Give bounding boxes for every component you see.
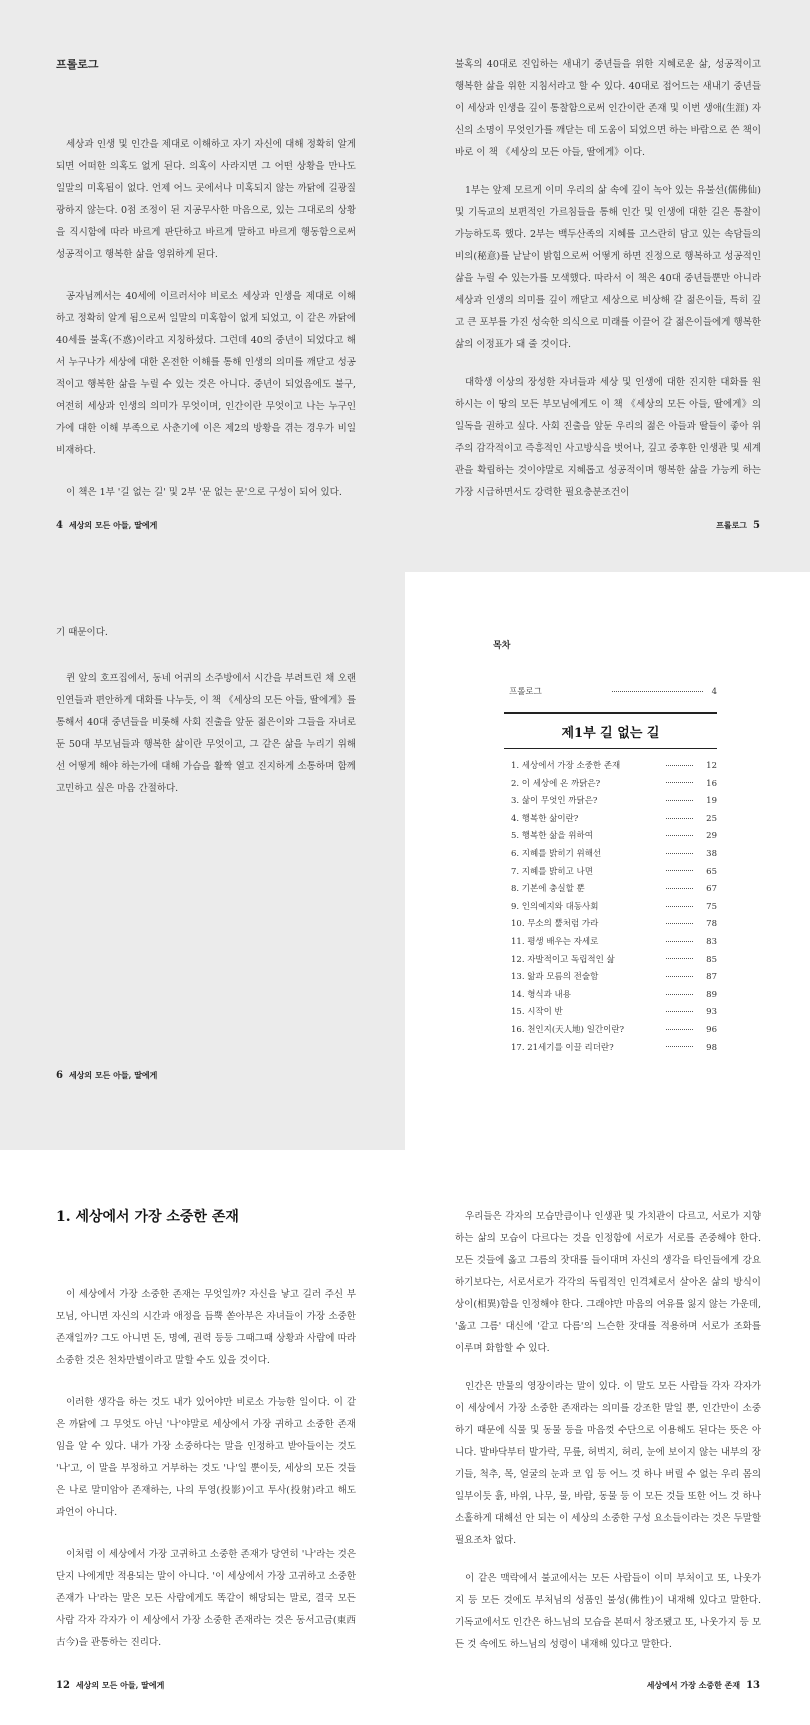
toc-item[interactable] <box>511 828 717 846</box>
toc-label: 14. 형식과 내용 <box>511 989 571 1000</box>
page-footer <box>56 520 157 531</box>
leader-dots <box>612 690 703 692</box>
toc-page-number: 25 <box>706 813 717 824</box>
toc-item[interactable] <box>511 881 717 899</box>
toc-page-number: 93 <box>706 1007 717 1018</box>
toc-page-number: 38 <box>706 848 717 859</box>
toc-page-number: 16 <box>706 778 717 789</box>
leader-dots <box>666 887 693 889</box>
toc-item[interactable] <box>511 758 717 776</box>
toc-label: 8. 기본에 충실할 뿐 <box>511 884 585 895</box>
paragraph: 세상과 인생 및 인간을 제대로 이해하고 자기 자신에 대해 정확히 알게 되면 어떠한 의혹도 없게 된다. 의혹이 사라지면 그 어떤 상황을 만나도 일말의 미혹됨이 없다. 언제 어느 곳에서나 미혹되지 않는 까닭에 길광질광하지 않는다. 0점 조정이 된 지공무사한 마음으로, 있는 그대로의 상황을 직시함에 따라 바르게 판단하고 바르게 말하고 바르게 행동함으로써 성공적이고 행복한 삶을 영위하게 된다. <box>56 139 356 260</box>
spread-middle <box>0 572 810 1150</box>
page-number: 6 <box>56 1070 63 1081</box>
leader-dots <box>666 1028 693 1030</box>
page-number: 5 <box>753 520 760 531</box>
page-12 <box>0 1150 405 1725</box>
toc-item[interactable] <box>511 952 717 970</box>
toc-item[interactable] <box>511 1022 717 1040</box>
toc-label: 6. 지혜를 밝히기 위해선 <box>511 848 602 859</box>
toc-page-number: 87 <box>706 972 717 983</box>
toc-page-number: 4 <box>711 687 717 697</box>
page-toc <box>405 572 810 1150</box>
toc-label: 11. 평생 배우는 자세로 <box>511 936 599 947</box>
paragraph: 공자님께서는 40세에 이르러서야 비로소 세상과 인생을 제대로 이해하고 정확히 알게 됨으로써 일말의 미혹함이 없게 되었고, 이 같은 까닭에 40세를 불혹(不惑)이라고 지칭하셨다. 그런데 40의 중년이 되었다고 해서 누구나가 세상에 대한 온전한 이해를 통해 인생의 의미를 깨닫고 성공적이고 행복한 삶을 누릴 수 있는 것은 아니다. 중년이 되었음에도 불구, 여전히 세상과 인생의 의미가 무엇이며, 인간이란 무엇이고 나는 누구인가에 대한 이해 부족으로 사춘기에 이은 제2의 방황을 겪는 경우가 비일비재하다. <box>56 291 356 456</box>
paragraph: 이 세상에서 가장 소중한 존재는 무엇일까? 자신을 낳고 길러 주신 부모님, 아니면 자신의 시간과 애정을 듬뿍 쏟아부은 자녀들이 가장 소중한 존재일까? 그도 아니면 돈, 명예, 권력 등등 그때그때 상황과 사람에 따라 소중한 것은 천차만별이라고 말할 수도 있을 것이다. <box>56 1289 356 1366</box>
toc-page-number: 19 <box>706 796 717 807</box>
toc-page-number: 78 <box>706 919 717 930</box>
leader-dots <box>666 957 693 959</box>
toc-item[interactable] <box>511 1004 717 1022</box>
leader-dots <box>666 817 693 819</box>
toc-page-number: 29 <box>706 831 717 842</box>
toc-item[interactable] <box>511 776 717 794</box>
leader-dots <box>666 852 693 854</box>
toc-label: 12. 자발적이고 독립적인 삶 <box>511 954 615 965</box>
prologue-heading: 프롤로그 <box>56 58 99 71</box>
toc-label: 13. 앎과 모름의 전술함 <box>511 972 599 983</box>
toc-item[interactable] <box>511 811 717 829</box>
running-title: 세상의 모든 아들, 딸에게 <box>75 1680 165 1690</box>
toc-list <box>511 758 717 1057</box>
page-number: 4 <box>56 520 63 531</box>
toc-label: 1. 세상에서 가장 소중한 존재 <box>511 761 621 771</box>
toc-item[interactable] <box>511 969 717 987</box>
page-number: 13 <box>746 1680 760 1691</box>
leader-dots <box>666 940 693 942</box>
leader-dots <box>666 799 693 801</box>
toc-item[interactable] <box>511 916 717 934</box>
toc-label: 4. 행복한 삶이란? <box>511 813 579 824</box>
toc-item[interactable] <box>511 864 717 882</box>
paragraph: 우리들은 각자의 모습만큼이나 인생관 및 가치관이 다르고, 서로가 지향하는 삶의 모습이 다르다는 것을 인정함에 서로가 서로를 존중해야 한다. 모든 것들에 옳고 그름의 잣대를 들이대며 자신의 생각을 타인들에게 강요하기보다는, 서로서로가 각각의 독립적인 인격체로서 살아온 삶의 방식이 상이(相異)함을 인정해야 한다. 그래야만 마음의 여유를 잃지 않는 가운데, '옳고 그름' 대신에 '같고 다름'의 느슨한 잣대를 적용하며 서로가 조화를 이루며 화합할 수 있다. <box>455 1211 761 1354</box>
paragraph: 이 책은 1부 '길 없는 길' 및 2부 '문 없는 문'으로 구성이 되어 있다. <box>66 487 342 498</box>
paragraph: 이러한 생각을 하는 것도 내가 있어야만 비로소 가능한 일이다. 이 같은 까닭에 그 무엇도 아닌 '나'야말로 세상에서 가장 귀하고 소중한 존재임을 알 수 있다. 내가 가장 소중하다는 말을 인정하고 받아들이는 것도 '나'고, 이 말을 부정하고 거부하는 것도 '나'일 뿐이듯, 세상의 모든 것들은 나로 말미암아 존재하는, 나의 투영(投影)이고 투사(投射)라고 해도 과언이 아니다. <box>56 1397 356 1518</box>
paragraph: 이 같은 맥락에서 불교에서는 모든 사람들이 이미 부처이고 또, 나웃가지 등 모든 것에도 부처님의 성품인 불성(佛性)이 내재해 있다고 말한다. 기독교에서도 인간은 하느님의 모습을 본떠서 창조됐고 또, 나웃가지 등 모든 것 속에도 하느님의 성령이 내재해 있다고 말한다. <box>455 1573 761 1650</box>
leader-dots <box>666 781 693 783</box>
paragraph: 기 때문이다. <box>56 627 108 638</box>
page-footer <box>56 1680 164 1691</box>
page-footer <box>647 1680 760 1691</box>
paragraph: 인간은 만물의 영장이라는 말이 있다. 이 말도 모든 사람들 각자 각자가 이 세상에서 가장 소중한 존재라는 의미를 강조한 말일 뿐, 인간만이 소중하기 때문에 식물 및 동물 등을 마음껏 수단으로 이용해도 된다는 뜻은 아니다. 발바닥부터 발가락, 무릎, 허벅지, 허리, 눈에 보이지 않는 내부의 장기들, 척추, 목, 얼굴의 눈과 코 입 등 어느 것 하나 버릴 수 없는 우리 몸의 일부이듯 흙, 바위, 나무, 물, 바람, 동물 등 이 모든 것들 또한 어느 것 하나 소홀하게 대해선 안 되는 이 세상의 소중한 구성 요소들이라는 것은 두말할 필요조차 없다. <box>455 1381 761 1546</box>
toc-page-number: 67 <box>706 884 717 895</box>
running-title: 세상의 모든 아들, 딸에게 <box>68 1070 158 1080</box>
leader-dots <box>666 1010 693 1012</box>
page-5 <box>405 0 810 572</box>
toc-page-number: 12 <box>706 761 717 771</box>
toc-page-number: 75 <box>706 901 717 912</box>
toc-page-number: 85 <box>706 954 717 965</box>
part-title: 제1부 길 없는 길 <box>561 725 660 741</box>
running-title: 세상에서 가장 소중한 존재 <box>646 1680 741 1690</box>
toc-label: 3. 삶이 무엇인 까닭은? <box>511 796 598 807</box>
toc-page-number: 96 <box>706 1024 717 1035</box>
toc-label: 9. 인의예지와 대동사회 <box>511 901 599 912</box>
leader-dots <box>666 834 693 836</box>
toc-label: 2. 이 세상에 온 까닭은? <box>511 778 601 789</box>
page-13 <box>405 1150 810 1725</box>
chapter-title: 1. 세상에서 가장 소중한 존재 <box>56 1209 239 1225</box>
toc-label: 7. 지혜를 밝히고 나면 <box>511 866 593 877</box>
part-title-box <box>504 712 717 749</box>
toc-label: 프롤로그 <box>509 687 542 697</box>
toc-title: 목차 <box>493 641 511 651</box>
toc-item[interactable] <box>511 846 717 864</box>
page-footer <box>716 520 760 531</box>
paragraph: 1부는 앞제 모르게 이미 우리의 삶 속에 깊이 녹아 있는 유불선(儒佛仙) 및 기독교의 보편적인 가르침들을 통해 인간 및 인생에 대한 길은 통찰이 가능하도록 했다. 2부는 백두산족의 지혜를 고스란히 담고 있는 속담들의 비의(秘意)를 낱낱이 밝힘으로써 어떻게 하면 진정으로 행복하고 성공적인 삶을 누릴 수 있는가를 모색했다. 따라서 이 책은 40대 중년들뿐만 아니라 세상과 인생의 의미를 깊이 깨닫고 세상으로 비상해 갈 젊은이들, 특히 깊고 큰 포부를 가진 성숙한 의식으로 미래를 이끌어 갈 젊은이들에게 행복한 삶의 이정표가 돼 줄 것이다. <box>455 185 761 350</box>
leader-dots <box>666 869 693 871</box>
leader-dots <box>666 1045 693 1047</box>
page-number: 12 <box>56 1680 70 1691</box>
leader-dots <box>666 922 693 924</box>
toc-label: 17. 21세기를 이끌 리더란? <box>511 1042 614 1053</box>
paragraph: 이처럼 이 세상에서 가장 고귀하고 소중한 존재가 당연히 '나'라는 것은 단지 나에게만 적용되는 말이 아니다. '이 세상에서 가장 고귀하고 소중한 존재가 나'라는 말은 모든 사람에게도 똑같이 해당되는 말로, 결국 모든 사람 각자 각자가 이 세상에서 가장 소중한 존재라는 것은 동서고금(東西古今)을 관통하는 진리다. <box>56 1549 356 1648</box>
toc-label: 16. 천인지(天人地) 일간이란? <box>511 1024 625 1035</box>
page-4 <box>0 0 405 572</box>
paragraph: 불혹의 40대로 진입하는 새내기 중년들을 위한 지혜로운 삶, 성공적이고 행복한 삶을 위한 지침서라고 할 수 있다. 40대로 접어드는 새내기 중년들이 세상과 인생을 깊이 통찰함으로써 인간이란 존재 및 이번 생애(生涯) 자신의 소명이 무엇인가를 깨닫는 데 도움이 되었으면 하는 바람으로 쓴 책이 바로 이 책 《세상의 모든 아들, 딸에게》이다. <box>455 59 761 158</box>
leader-dots <box>666 905 693 907</box>
running-title: 프롤로그 <box>716 520 748 530</box>
paragraph: 퀸 앞의 호프집에서, 동네 어귀의 소주방에서 시간을 부려트린 채 오랜 인연들과 편안하게 대화를 나누듯, 이 책 《세상의 모든 아들, 딸에게》를 통해서 40대 중년들을 비롯해 사회 진출을 앞둔 젊은이와 그들을 자녀로 둔 50대 부모님들과 행복한 삶이란 무엇이고, 그 같은 삶을 누리기 위해선 어떻게 해야 하는가에 대해 가슴을 활짝 열고 진지하게 소통하며 함께 고민하고 싶은 마음 간절하다. <box>56 673 356 794</box>
toc-page-number: 83 <box>706 936 717 947</box>
page-footer <box>56 1070 157 1081</box>
paragraph: 대학생 이상의 장성한 자녀들과 세상 및 인생에 대한 진지한 대화를 원하시는 이 땅의 모든 부모님에게도 이 책 《세상의 모든 아들, 딸에게》의 일독을 권하고 싶다. 사회 진출을 앞둔 우리의 젊은 아들과 딸들이 좋아 위주의 감각적이고 즉흥적인 사고방식을 벗어나, 깊고 중후한 인생관 및 세계관을 확립하는 것이야말로 지혜롭고 성공적이며 행복한 삶을 가능케 하는 가장 시급하면서도 강력한 필요충분조건이 <box>455 377 761 498</box>
leader-dots <box>666 764 693 766</box>
toc-page-number: 65 <box>706 866 717 877</box>
toc-item[interactable] <box>511 899 717 917</box>
spread-top <box>0 0 810 572</box>
toc-prologue-row[interactable] <box>509 684 717 702</box>
toc-page-number: 89 <box>706 989 717 1000</box>
leader-dots <box>666 993 693 995</box>
toc-label: 10. 무소의 뿔처럼 가라 <box>511 919 599 930</box>
toc-item[interactable] <box>511 1040 717 1058</box>
toc-item[interactable] <box>511 793 717 811</box>
toc-label: 15. 시작이 반 <box>511 1007 563 1018</box>
running-title: 세상의 모든 아들, 딸에게 <box>68 520 158 530</box>
toc-label: 5. 행복한 삶을 위하여 <box>511 831 593 842</box>
toc-page-number: 98 <box>706 1042 717 1053</box>
leader-dots <box>666 975 693 977</box>
toc-item[interactable] <box>511 934 717 952</box>
toc-item[interactable] <box>511 987 717 1005</box>
page-6 <box>0 572 405 1150</box>
spread-bottom <box>0 1150 810 1725</box>
